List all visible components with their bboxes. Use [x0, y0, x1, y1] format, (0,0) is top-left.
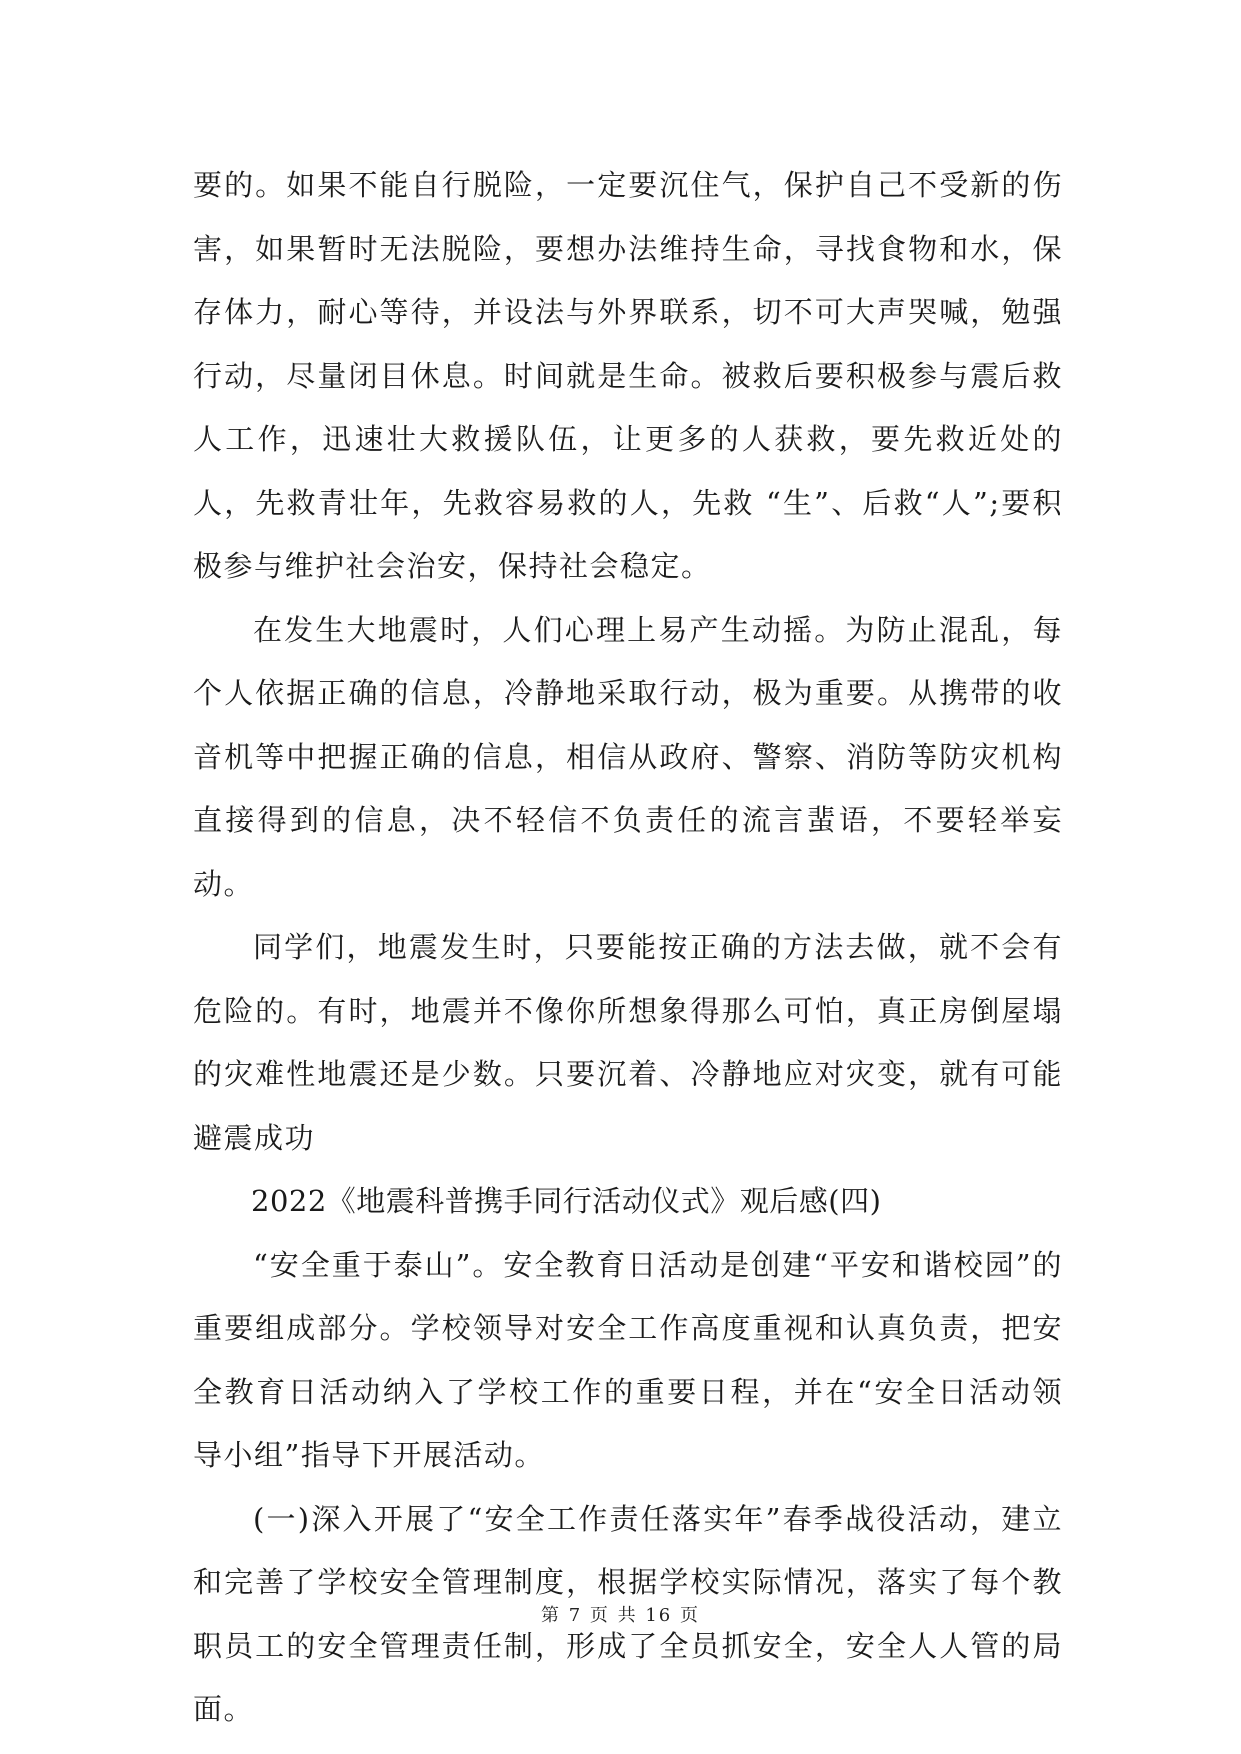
paragraph-continued: 要的。如果不能自行脱险，一定要沉住气，保护自己不受新的伤害，如果暂时无法脱险，要想办法维持生命，寻找食物和水，保存体力，耐心等待，并设法与外界联系，切不可大声哭喊，勉强行动，尽量闭目休息。时间就是生命。被救后要积极参与震后救人工作，迅速壮大救援队伍，让更多的人获救，要先救近处的人，先救青壮年，先救容易救的人，先救 “生”、后救“人”;要积极参与维护社会治安，保持社会稳定。 [193, 168, 1063, 583]
page-number-footer: 第 7 页 共 16 页 [541, 1605, 700, 1626]
section-heading: 2022《地震科普携手同行活动仪式》观后感(四) [251, 1184, 882, 1218]
paragraph: 同学们，地震发生时，只要能按正确的方法去做，就不会有危险的。有时，地震并不像你所想象得那么可怕，真正房倒屋塌的灾难性地震还是少数。只要沉着、冷静地应对灾变，就有可能避震成功 [193, 930, 1063, 1155]
paragraph: (一)深入开展了“安全工作责任落实年”春季战役活动，建立和完善了学校安全管理制度，根据学校实际情况，落实了每个教职员工的安全管理责任制，形成了全员抓安全，安全人人管的局面。 [193, 1501, 1063, 1726]
paragraph: 在发生大地震时，人们心理上易产生动摇。为防止混乱，每个人依据正确的信息，冷静地采取行动，极为重要。从携带的收音机等中把握正确的信息，相信从政府、警察、消防等防灾机构直接得到的信息，决不轻信不负责任的流言蜚语，不要轻举妄动。 [193, 612, 1063, 901]
document-body [193, 154, 1063, 1742]
paragraph: “安全重于泰山”。安全教育日活动是创建“平安和谐校园”的重要组成部分。学校领导对安全工作高度重视和认真负责，把安全教育日活动纳入了学校工作的重要日程，并在“安全日活动领导小组”指导下开展活动。 [193, 1247, 1063, 1472]
